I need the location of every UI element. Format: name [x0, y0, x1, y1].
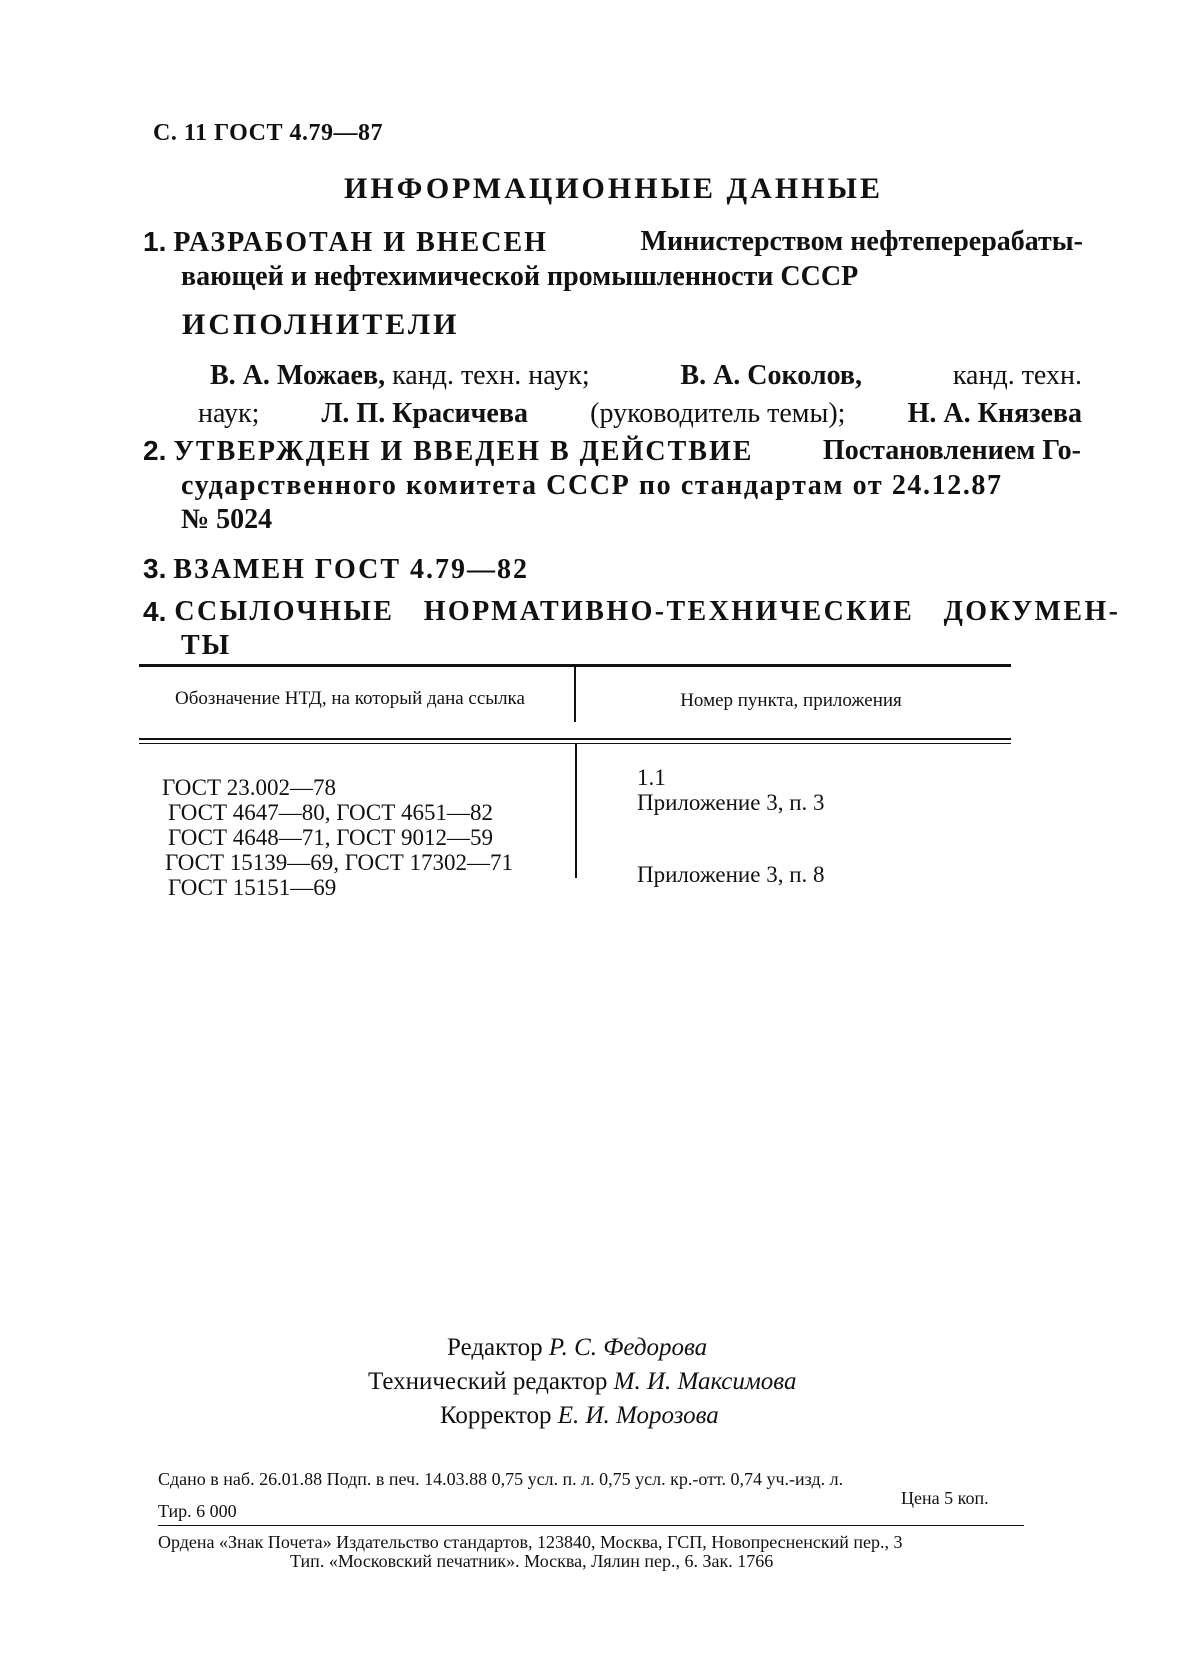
table-row: ГОСТ 23.002—78 — [162, 775, 337, 800]
section-4-line2: ТЫ — [181, 630, 232, 661]
section-1-number: 1. — [143, 226, 167, 257]
performers-line2 — [198, 395, 1082, 433]
imprint-price: Цена 5 коп. — [901, 1488, 989, 1508]
imprint-publisher: Ордена «Знак Почета» Издательство стандартов, 123840, Москва, ГСП, Новопресненский пер., 3 — [158, 1532, 903, 1552]
credit-name: Е. И. Морозова — [557, 1402, 719, 1429]
imprint-circulation: Тир. 6 000 — [158, 1501, 237, 1521]
section-1-text: Министерством нефтеперерабаты- — [640, 226, 1083, 257]
section-2-line2: сударственного комитета СССР по стандартам от 24.12.87 — [181, 470, 1003, 501]
section-1-line1 — [143, 225, 1083, 260]
section-3-number: 3. — [143, 553, 167, 584]
performers-line1 — [210, 357, 1082, 395]
section-1-label: РАЗРАБОТАН И ВНЕСЕН — [173, 227, 548, 258]
section-2 — [143, 434, 1081, 537]
section-4-number: 4. — [143, 596, 167, 627]
performer-degree: наук; — [198, 398, 260, 429]
credit-corrector — [440, 1398, 719, 1433]
section-2-line3: № 5024 — [181, 504, 273, 535]
table-cell-ref: 1.1 — [637, 765, 666, 790]
credit-label: Корректор — [440, 1402, 552, 1429]
performer-role: (руководитель темы); — [590, 398, 846, 429]
section-4-heading: ССЫЛОЧНЫЕ НОРМАТИВНО-ТЕХНИЧЕСКИЕ ДОКУМЕН- — [174, 596, 1121, 627]
credit-editor — [447, 1330, 707, 1365]
table-body-divider — [575, 744, 577, 878]
imprint-print-data: Сдано в наб. 26.01.88 Подп. в печ. 14.03.88 0,75 усл. п. л. 0,75 усл. кр.-отт. 0,74 уч.-изд. л. — [158, 1469, 844, 1489]
performers-list — [198, 357, 1082, 433]
performers-heading: ИСПОЛНИТЕЛИ — [182, 308, 460, 341]
table-header-doc: Обозначение НТД, на который дана ссылка — [175, 688, 525, 709]
imprint-rule — [158, 1525, 1024, 1526]
performer-name: В. А. Можаев, — [210, 360, 386, 391]
section-4-line1 — [143, 595, 1121, 629]
performer-degree: канд. техн. — [952, 360, 1082, 391]
table-header-ref: Номер пункта, приложения — [680, 690, 902, 711]
credit-name: М. И. Максимова — [613, 1368, 797, 1395]
table-header-rule — [139, 738, 1011, 740]
table-row: ГОСТ 15139—69, ГОСТ 17302—71 — [165, 850, 514, 875]
table-cell-ref: Приложение 3, п. 3 — [637, 790, 825, 815]
section-2-line1 — [143, 434, 1081, 469]
performer-name: Л. П. Красичева — [321, 398, 528, 429]
performer-name: В. А. Соколов, — [680, 360, 863, 391]
credit-label: Редактор — [447, 1334, 543, 1361]
credit-tech-editor — [368, 1364, 796, 1399]
imprint-printer: Тип. «Московский печатник». Москва, Лялин пер., 6. Зак. 1766 — [290, 1551, 774, 1571]
section-2-text: Постановлением Го- — [822, 435, 1081, 466]
section-4 — [143, 595, 1121, 663]
section-2-label: УТВЕРЖДЕН И ВВЕДЕН В ДЕЙСТВИЕ — [173, 436, 754, 467]
page-header: С. 11 ГОСТ 4.79—87 — [153, 120, 383, 146]
section-2-number: 2. — [143, 435, 167, 466]
performer-degree: канд. техн. наук; — [392, 360, 590, 391]
credit-name: Р. С. Федорова — [548, 1334, 708, 1361]
table-cell-ref: Приложение 3, п. 8 — [637, 862, 825, 887]
section-1-line2: вающей и нефтехимической промышленности СССР — [181, 261, 859, 292]
table-row: ГОСТ 4647—80, ГОСТ 4651—82 — [168, 800, 494, 825]
table-row: ГОСТ 4648—71, ГОСТ 9012—59 — [168, 825, 494, 850]
section-3-label: ВЗАМЕН ГОСТ 4.79—82 — [173, 554, 530, 585]
credit-label: Технический редактор — [368, 1368, 608, 1395]
table-row: ГОСТ 15151—69 — [168, 875, 337, 900]
performer-name: Н. А. Князева — [907, 398, 1082, 429]
page-title: ИНФОРМАЦИОННЫЕ ДАННЫЕ — [344, 172, 883, 205]
section-3 — [143, 552, 529, 587]
section-1 — [143, 225, 1083, 294]
